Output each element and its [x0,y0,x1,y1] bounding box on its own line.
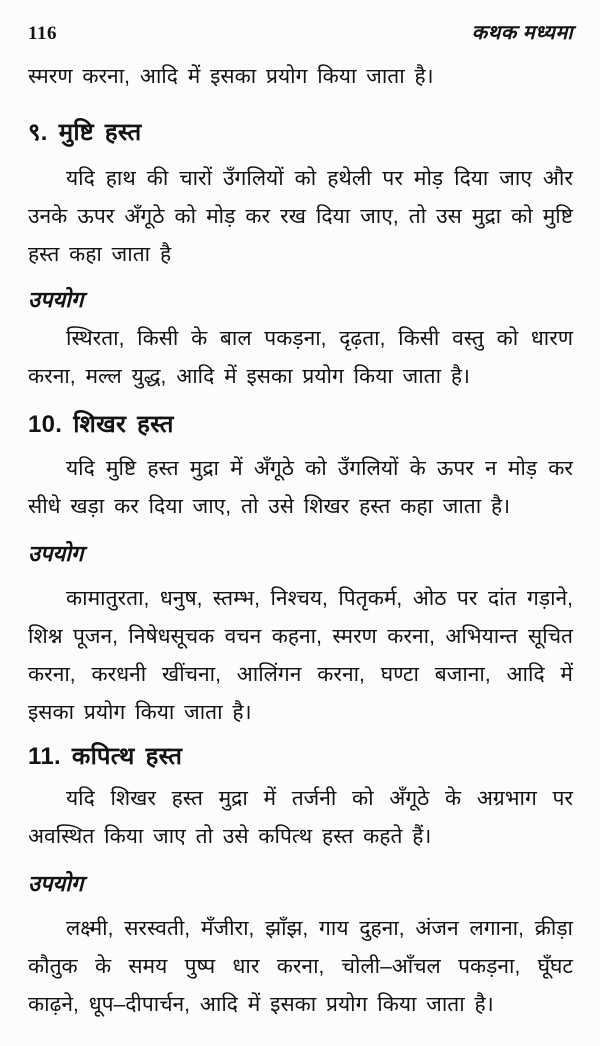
section-heading-kapittha-hasta: 11. कपित्थ हस्त [28,743,183,770]
section-heading-shikhar-hasta: 10. शिखर हस्त [28,411,174,438]
usage-paragraph: स्थिरता, किसी के बाल पकड़ना, दृढ़ता, किसी वस्तु को धारण करना, मल्ल युद्ध, आदि में इसका प्रयोग किया जाता है। [28,327,573,388]
section-heading-mushti-hasta: ९. मुष्टि हस्त [28,119,142,146]
page-header [28,18,573,44]
continuation-paragraph: स्मरण करना, आदि में इसका प्रयोग किया जाता है। [28,65,434,88]
usage-paragraph: कामातुरता, धनुष, स्तम्भ, निश्चय, पितृकर्म, ओठ पर दांत गड़ाने, शिश्न पूजन, निषेधसूचक वचन कहना, स्मरण करना, अभियान्त सूचित करना, करधनी खींचना, आलिंगन करना, घण्टा बजाना, आदि में इसका प्रयोग किया जाता है। [28,587,573,724]
section-description: यदि मुष्टि हस्त मुद्रा में अँगूठे को उँगलियों के ऊपर न मोड़ कर सीधे खड़ा कर दिया जाए, तो उसे शिखर हस्त कहा जाता है। [28,457,573,518]
usage-label: उपयोग [28,871,84,896]
page-number: 116 [28,23,57,44]
usage-paragraph: लक्ष्मी, सरस्वती, मँजीरा, झाँझ, गाय दुहना, अंजन लगाना, क्रीड़ा कौतुक के समय पुष्प धार करना, चोली–आँचल पकड़ना, घूँघट काढ़ने, धूप–दीपार्चन, आदि में इसका प्रयोग किया जाता है। [28,917,573,1016]
section-description: यदि हाथ की चारों उँगलियों को हथेली पर मोड़ दिया जाए और उनके ऊपर अँगूठे को मोड़ कर रख दिया जाए, तो उस मुद्रा को मुष्टि हस्त कहा जाता है [28,167,573,266]
section-description: यदि शिखर हस्त मुद्रा में तर्जनी को अँगूठे के अग्रभाग पर अवस्थित किया जाए तो उसे कपित्थ हस्त कहते हैं। [28,787,573,848]
running-title: कथक मध्यमा [471,22,573,44]
usage-label: उपयोग [28,541,84,566]
usage-label: उपयोग [28,287,84,312]
